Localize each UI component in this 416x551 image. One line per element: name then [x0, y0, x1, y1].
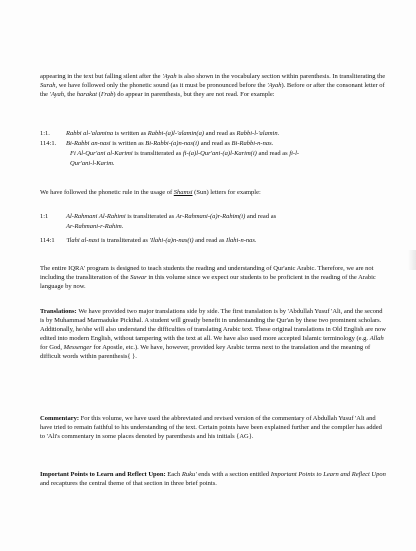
- text: Bi-Rabbi an-nasi: [66, 140, 111, 147]
- text: Ruku': [181, 471, 197, 478]
- text: and recaptures the central theme of that section in three brief points.: [40, 480, 217, 487]
- text: fi-(a)l-Qur'ani-(a)l-Karim(i): [182, 150, 257, 157]
- text: is written as: [113, 130, 148, 137]
- text: Ar-Rahmani-r-Rahim.: [66, 223, 124, 230]
- text: Surah: [40, 82, 56, 89]
- text: Ilahi-n-nas.: [226, 237, 257, 244]
- text: is transliterated as: [132, 150, 183, 157]
- text: and read as: [256, 150, 290, 157]
- text: ). Before or after the consonant letter of the: [40, 82, 385, 98]
- verse-ref: 1:1: [40, 213, 49, 220]
- commentary-paragraph: [40, 414, 386, 441]
- text: Al-Rahmani Al-Rahimi: [66, 213, 126, 220]
- text: 'Ayah: [49, 91, 64, 98]
- text: 'Ilahi al-nasi: [66, 237, 100, 244]
- page-edge-shadow: [408, 250, 416, 270]
- iqra-paragraph: [40, 264, 386, 291]
- section-heading: Commentary:: [40, 415, 81, 422]
- example-body: [66, 129, 386, 138]
- section-heading: Translations:: [40, 308, 79, 315]
- verse-ref: 114:1.: [40, 140, 57, 147]
- translations-paragraph: [40, 307, 386, 361]
- text: is transliterated as: [125, 213, 176, 220]
- text: Suwar: [130, 274, 147, 281]
- text: 'Ayah: [162, 73, 177, 80]
- intro-paragraph: [40, 72, 386, 99]
- example-body: [70, 149, 386, 158]
- important-points-paragraph: [40, 470, 386, 488]
- example-body: [66, 236, 386, 245]
- text: ) do appear in parenthesis, but they are not read. For example:: [113, 91, 275, 98]
- text: is written as: [110, 140, 146, 147]
- text: in this volume since we expect our students to be proficient in the reading of the Arabic language by now.: [40, 274, 376, 290]
- verse-ref: 114:1: [40, 237, 55, 244]
- text: and read as: [245, 213, 277, 220]
- text: fi-l-: [289, 150, 300, 157]
- text: Rabbi-l-'alamin.: [236, 130, 280, 137]
- text: appearing in the text but falling silent after the: [40, 73, 163, 80]
- text: 'Ayah: [267, 82, 282, 89]
- text: We have provided two major translations side by side. The first translation is by 'Abdullah Yusuf 'Ali, and the second is by Muhammad Marmaduke Pickthal. A student will greatly benefit in understanding the Qur'an by these two prominent scholars. Additionally, he/she will also understand the difficulties of translating Arabic text. These original translations in Old English are now edited into modern English, without tampering with the text at all. We have also used more accepted Islamic terminology (e.g.: [40, 308, 386, 342]
- text: ends with a section entitled: [196, 471, 271, 478]
- text: I'rab: [100, 91, 114, 98]
- example-body: [66, 139, 386, 148]
- example-body: [66, 212, 386, 221]
- text: 'Ilahi-(a)n-nas(i): [149, 237, 194, 244]
- text: Messenger: [63, 344, 92, 351]
- text: and read as: [199, 140, 232, 147]
- text: Qur'ani-l-Karim.: [70, 160, 115, 167]
- shamsi-paragraph: [40, 188, 386, 197]
- text: Each: [167, 471, 182, 478]
- text: Shamsi: [173, 189, 193, 196]
- text: The entire IQRA' program is designed to teach students the reading and understanding of Qur'anic Arabic. Therefore, we are not including the transliteration of the: [40, 265, 374, 281]
- text: For this volume, we have used the abbreviated and revised version of the commentary of Abdullah Yusuf 'Ali and have tried to remain faithful to his understanding of the text. Certain points have been explained further and the compiler has added to 'Ali's commentary in some places denoted by parenthesis and his initials {AG}.: [40, 415, 382, 440]
- text: (: [97, 91, 101, 98]
- text: harakat: [76, 91, 98, 98]
- text: (Sun) letters for example:: [192, 189, 261, 196]
- text: and read as: [193, 237, 227, 244]
- example-body-cont: [66, 222, 386, 231]
- text: We have followed the phonetic rule in the usage of: [40, 189, 174, 196]
- text: Allah: [369, 335, 384, 342]
- section-heading: Important Points to Learn and Reflect Upon:: [40, 471, 168, 478]
- text: , the: [63, 91, 77, 98]
- text: Important Points to Learn and Reflect Upon: [270, 471, 386, 478]
- text: Ar-Rahmani-(a)r-Rahim(i): [175, 213, 246, 220]
- text: is also shown in the vocabulary section within parenthesis. In transliterating the: [176, 73, 386, 80]
- text: for Apostle, etc.). We have, however, provided key Arabic terms next to the translation and the meaning of difficult words within parenthesis{ }.: [40, 344, 371, 360]
- text: Bi-Rabbi-n-nas.: [231, 140, 274, 147]
- text: and read as: [204, 130, 237, 137]
- text: is transliterated as: [99, 237, 150, 244]
- text: Rabbi-(a)l-'alamin(a): [147, 130, 205, 137]
- text: , we have followed only the phonetic sound (as it must be pronounced before the: [55, 82, 268, 89]
- verse-ref: 1:1.: [40, 130, 50, 137]
- example-body-cont: [70, 159, 386, 168]
- text: Bi-Rabbi-(a)n-nas(i): [145, 140, 200, 147]
- text: Rabbi al-'alamina: [66, 130, 114, 137]
- text: Fi Al-Qur'ani al-Karimi: [70, 150, 133, 157]
- text: for God,: [40, 344, 64, 351]
